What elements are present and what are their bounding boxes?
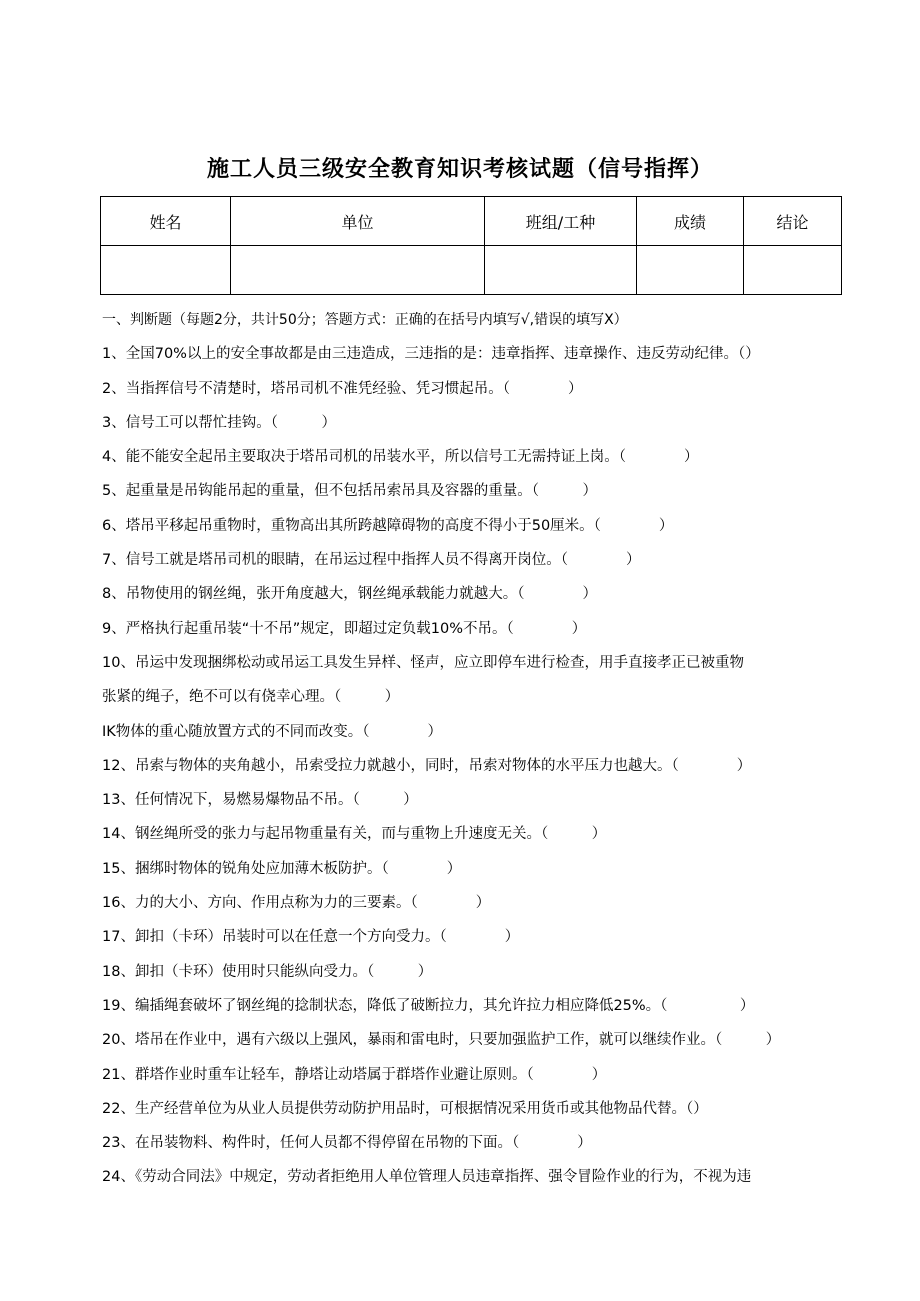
team-trade-field[interactable] xyxy=(485,246,637,295)
score-field[interactable] xyxy=(637,246,744,295)
question-item: 1、全国70%以上的安全事故都是由三违造成，三违指的是：违章指挥、违章操作、违反劳动纪律。（） xyxy=(102,346,760,363)
header-name: 姓名 xyxy=(101,197,231,246)
question-item: 8、吊物使用的钢丝绳，张开角度越大，钢丝绳承载能力就越大。（ ） xyxy=(102,586,597,603)
unit-field[interactable] xyxy=(231,246,485,295)
question-item: 10、吊运中发现捆绑松动或吊运工具发生异样、怪声，应立即停车进行检查，用手直接孝正已被重物 xyxy=(102,654,744,671)
question-item: 9、严格执行起重吊装“十不吊”规定，即超过定负载10%不吊。（ ） xyxy=(102,620,587,637)
section-heading: 一、判断题（每题2分，共计50分；答题方式：正确的在括号内填写√,错误的填写X） xyxy=(102,312,628,328)
question-item: 19、编插绳套破坏了钢丝绳的捻制状态，降低了破断拉力，其允许拉力相应降低25%。（ ） xyxy=(102,997,755,1014)
page-title: 施工人员三级安全教育知识考核试题（信号指挥） xyxy=(206,157,713,182)
question-item: 4、能不能安全起吊主要取决于塔吊司机的吊装水平，所以信号工无需持证上岗。（ ） xyxy=(102,449,699,466)
header-team-trade: 班组/工种 xyxy=(485,197,637,246)
question-item: 12、吊索与物体的夹角越小，吊索受拉力就越小，同时，吊索对物体的水平压力也越大。（ ） xyxy=(102,757,752,774)
question-item: 13、任何情况下，易燃易爆物品不吊。（ ） xyxy=(102,792,418,809)
question-list xyxy=(102,310,822,1202)
question-item: IK物体的重心随放置方式的不同而改变。（ ） xyxy=(102,723,443,740)
question-item: 16、力的大小、方向、作用点称为力的三要素。（ ） xyxy=(102,895,491,912)
question-item: 22、生产经营单位为从业人员提供劳动防护用品时，可根据情况采用货币或其他物品代替。（） xyxy=(102,1100,708,1117)
header-score: 成绩 xyxy=(637,197,744,246)
question-item: 2、当指挥信号不清楚时，塔吊司机不准凭经验、凭习惯起吊。（ ） xyxy=(102,380,583,397)
question-item: 17、卸扣（卡环）吊装时可以在任意一个方向受力。（ ） xyxy=(102,929,520,946)
header-conclusion: 结论 xyxy=(744,197,842,246)
conclusion-field[interactable] xyxy=(744,246,842,295)
question-item: 20、塔吊在作业中，遇有六级以上强风，暴雨和雷电时，只要加强监护工作，就可以继续作业。（ ） xyxy=(102,1032,781,1049)
question-item: 14、钢丝绳所受的张力与起吊物重量有关，而与重物上升速度无关。（ ） xyxy=(102,826,607,843)
info-table xyxy=(100,196,842,295)
question-item: 15、捆绑时物体的锐角处应加薄木板防护。（ ） xyxy=(102,860,462,877)
question-item: 6、塔吊平移起吊重物时，重物高出其所跨越障碍物的高度不得小于50厘米。（ ） xyxy=(102,517,674,534)
header-unit: 单位 xyxy=(231,197,485,246)
question-item: 3、信号工可以帮忙挂钩。（ ） xyxy=(102,414,336,431)
question-item: 21、群塔作业时重车让轻车，静塔让动塔属于群塔作业避让原则。（ ） xyxy=(102,1066,607,1083)
name-field[interactable] xyxy=(101,246,231,295)
question-item: 24、《劳动合同法》中规定，劳动者拒绝用人单位管理人员违章指挥、强令冒险作业的行为，不视为违 xyxy=(102,1169,752,1186)
question-item: 23、在吊装物料、构件时，任何人员都不得停留在吊物的下面。（ ） xyxy=(102,1135,592,1152)
question-item: 5、起重量是吊钩能吊起的重量，但不包括吊索吊具及容器的重量。（ ） xyxy=(102,483,597,500)
info-table-value-row xyxy=(101,246,842,295)
question-item: 18、卸扣（卡环）使用时只能纵向受力。（ ） xyxy=(102,963,433,980)
question-item: 7、信号工就是塔吊司机的眼睛，在吊运过程中指挥人员不得离开岗位。（ ） xyxy=(102,552,641,569)
question-item-continuation: 张紧的绳子，绝不可以有侥幸心理。（ ） xyxy=(102,689,400,706)
info-table-header-row xyxy=(101,197,842,246)
